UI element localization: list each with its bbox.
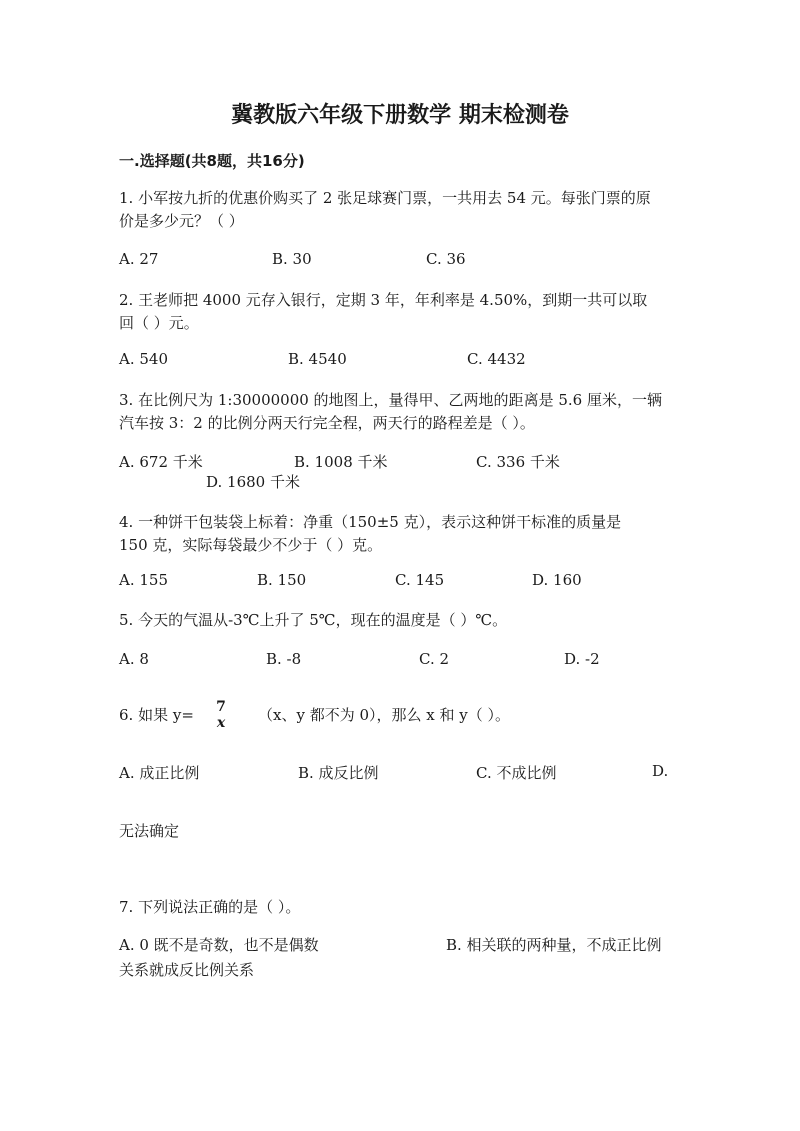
question-7-option-b-continued: 关系就成反比例关系 xyxy=(119,961,255,979)
question-6-option-d: D. xyxy=(652,762,669,780)
question-6-prefix: 6. 如果 y= xyxy=(119,706,194,724)
question-5-option-c: C. 2 xyxy=(419,650,450,668)
fraction-7-over-x xyxy=(212,699,230,731)
question-6-option-a: A. 成正比例 xyxy=(119,764,200,782)
fraction-denominator: x xyxy=(216,715,226,731)
question-1-option-a: A. 27 xyxy=(119,250,159,268)
fraction-numerator: 7 xyxy=(216,699,226,715)
question-6-suffix: （x、y 都不为 0），那么 x 和 y（ ）。 xyxy=(258,706,511,724)
question-6-option-b: B. 成反比例 xyxy=(298,764,379,782)
question-1-option-b: B. 30 xyxy=(272,250,312,268)
question-5-option-d: D. -2 xyxy=(564,650,600,668)
question-4-option-c: C. 145 xyxy=(395,571,445,589)
question-3-option-c: C. 336 千米 xyxy=(476,453,560,471)
question-7-option-b: B. 相关联的两种量，不成正比例 xyxy=(446,936,662,954)
question-3-line-2: 汽车按 3：2 的比例分两天行完全程，两天行的路程差是（ ）。 xyxy=(119,414,535,432)
question-1-line-1: 1. 小军按九折的优惠价购买了 2 张足球赛门票，一共用去 54 元。每张门票的原 xyxy=(119,189,651,207)
question-4-option-d: D. 160 xyxy=(532,571,582,589)
document-title: 冀教版六年级下册数学 期末检测卷 xyxy=(231,103,569,128)
question-3-line-1: 3. 在比例尺为 1:30000000 的地图上，量得甲、乙两地的距离是 5.6 厘米，一辆 xyxy=(119,391,662,409)
question-3-option-a: A. 672 千米 xyxy=(119,453,203,471)
question-4-line-1: 4. 一种饼干包装袋上标着：净重（150±5 克），表示这种饼干标准的质量是 xyxy=(119,513,622,531)
question-2-option-a: A. 540 xyxy=(119,350,168,368)
section-heading: 一.选择题(共8题，共16分) xyxy=(119,152,305,170)
question-5-line-1: 5. 今天的气温从-3℃上升了 5℃，现在的温度是（ ）℃。 xyxy=(119,611,508,629)
question-5-option-a: A. 8 xyxy=(119,650,149,668)
question-4-option-a: A. 155 xyxy=(119,571,168,589)
question-3-option-d: D. 1680 千米 xyxy=(206,473,300,491)
question-5-option-b: B. -8 xyxy=(266,650,302,668)
question-2-line-2: 回（ ）元。 xyxy=(119,314,199,332)
question-2-option-c: C. 4432 xyxy=(467,350,526,368)
question-6-option-d-continued: 无法确定 xyxy=(119,822,180,840)
question-3-option-b: B. 1008 千米 xyxy=(294,453,388,471)
question-7-option-a: A. 0 既不是奇数，也不是偶数 xyxy=(119,936,319,954)
question-7-line-1: 7. 下列说法正确的是（ ）。 xyxy=(119,898,301,916)
question-1-option-c: C. 36 xyxy=(426,250,466,268)
question-4-option-b: B. 150 xyxy=(257,571,307,589)
question-2-line-1: 2. 王老师把 4000 元存入银行，定期 3 年，年利率是 4.50%，到期一共可以取 xyxy=(119,291,648,309)
question-4-line-2: 150 克，实际每袋最少不少于（ ）克。 xyxy=(119,536,383,554)
question-6-option-c: C. 不成比例 xyxy=(476,764,557,782)
question-1-line-2: 价是多少元？（ ） xyxy=(119,212,244,230)
question-2-option-b: B. 4540 xyxy=(288,350,347,368)
